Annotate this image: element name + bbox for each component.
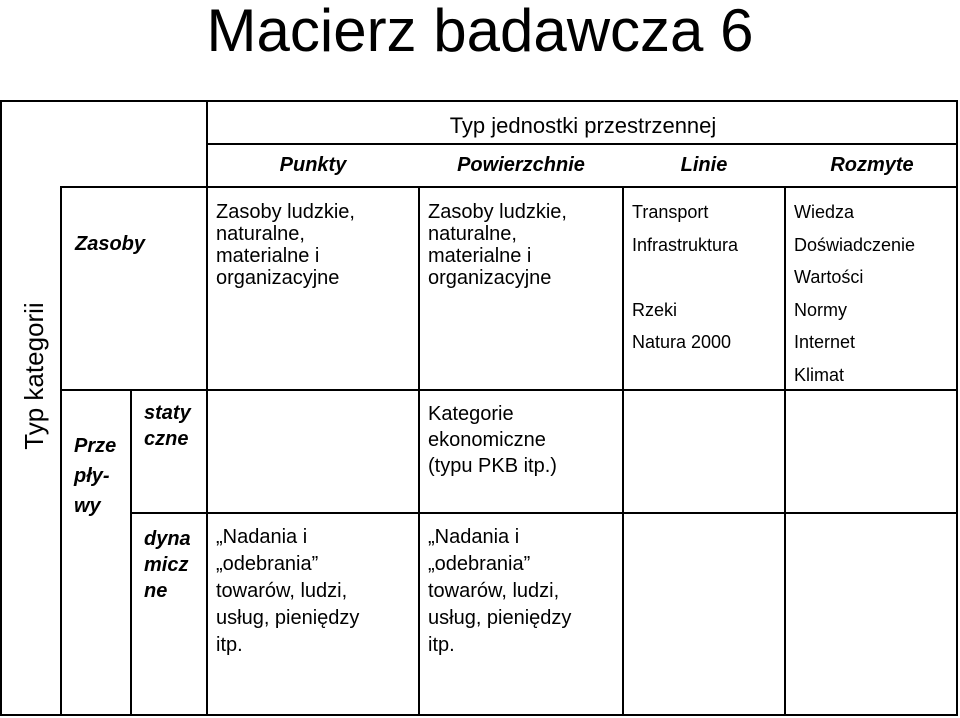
cell-dynamiczne-punkty: „Nadania i „odebrania” towarów, ludzi, usług, pieniędzy itp.: [216, 526, 360, 656]
column-header-linie: Linie: [680, 154, 728, 176]
row-header-statyczne: staty czne: [144, 402, 191, 450]
cell-zasoby-powierzchnie: Zasoby ludzkie, naturalne, materialne i organizacyjne: [428, 201, 567, 289]
category-type-label: Typ kategorii: [19, 302, 49, 450]
grid-line: [208, 143, 958, 145]
cell-zasoby-punkty: Zasoby ludzkie, naturalne, materialne i organizacyjne: [216, 201, 355, 289]
grid-line: [60, 186, 62, 716]
cell-dynamiczne-powierzchnie: „Nadania i „odebrania” towarów, ludzi, usług, pieniędzy itp.: [428, 526, 572, 656]
slide-title: Macierz badawcza 6: [206, 0, 754, 64]
grid-line: [130, 389, 132, 716]
column-header-powierzchnie: Powierzchnie: [457, 154, 585, 176]
grid-line: [418, 186, 420, 716]
grid-line: [206, 100, 208, 716]
grid-line: [622, 186, 624, 716]
grid-line: [784, 186, 786, 716]
column-header-rozmyte: Rozmyte: [830, 154, 914, 176]
row-header-zasoby: Zasoby: [74, 233, 146, 255]
row-header-dynamiczne: dyna micz ne: [144, 528, 191, 602]
grid-line: [130, 512, 958, 514]
cell-zasoby-linie: Transport Infrastruktura Rzeki Natura 2000: [632, 202, 739, 352]
grid-line: [60, 186, 958, 188]
cell-zasoby-rozmyte: Wiedza Doświadczenie Wartości Normy Internet Klimat: [794, 202, 916, 385]
cell-statyczne-powierzchnie: Kategorie ekonomiczne (typu PKB itp.): [428, 403, 557, 477]
column-header-punkty: Punkty: [279, 154, 347, 176]
row-header-przeplywy: Prze pły- wy: [74, 435, 117, 517]
spatial-unit-type-header: Typ jednostki przestrzennej: [449, 113, 717, 138]
